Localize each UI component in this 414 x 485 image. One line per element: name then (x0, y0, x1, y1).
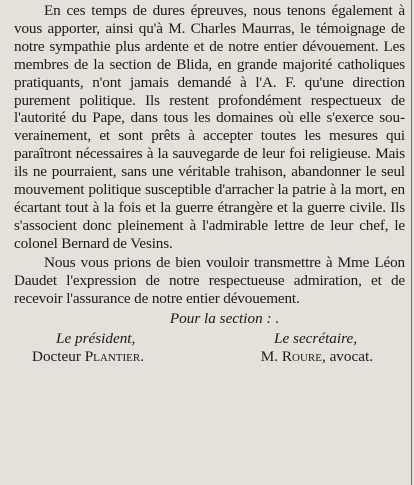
signature-roles (14, 330, 405, 348)
article-paragraph-1: En ces temps de dures épreuves, nous tenons également à vous apporter, ainsi qu'à M. Charles Maurras, le témoignage de notre sympathie plus ardente et de notre entier dévouement. Les membres de la section de Blida, en grande majorité catholiques pratiquants, n'ont jamais demandé à l'A. F. qu'une direction purement politique. Ils restent profondément respectueux de l'autorité du Pape, dans tous les domaines où elle s'exerce souverainement, et sont prêts à accepter toutes les mesures qui paraîtront nécessaires à la sauvegarde de leur foi religieuse. Mais ils ne pourraient, sans une véritable trahison, abandonner le seul mouvement politique susceptible d'arracher la patrie à la mort, en écartant tout à la fois et la guerre étrangère et la guerre civile. Ils s'associent donc pleinement à l'admirable lettre de leur chef, le colonel Bernard de Vesins. (14, 2, 405, 252)
closing-line: Pour la section : . (169, 310, 280, 328)
secretary-signature (261, 348, 373, 366)
secretary-title: avocat. (329, 348, 373, 366)
column-rule (411, 0, 412, 485)
secretary-initial: M. (260, 348, 279, 366)
president-title: Docteur (32, 348, 81, 366)
article-paragraph-2: Nous vous prions de bien vouloir transmettre à Mme Léon Daudet l'expression de notre respectueuse admiration, et de recevoir l'assurance de notre entier dévouement. (14, 253, 405, 307)
president-role: Le président, (56, 330, 136, 348)
signature-names (14, 348, 405, 366)
president-name: Plantier. (84, 348, 145, 366)
secretary-role: Le secrétaire, (274, 330, 357, 348)
secretary-name: Roure, (281, 348, 326, 366)
president-signature (32, 348, 144, 366)
